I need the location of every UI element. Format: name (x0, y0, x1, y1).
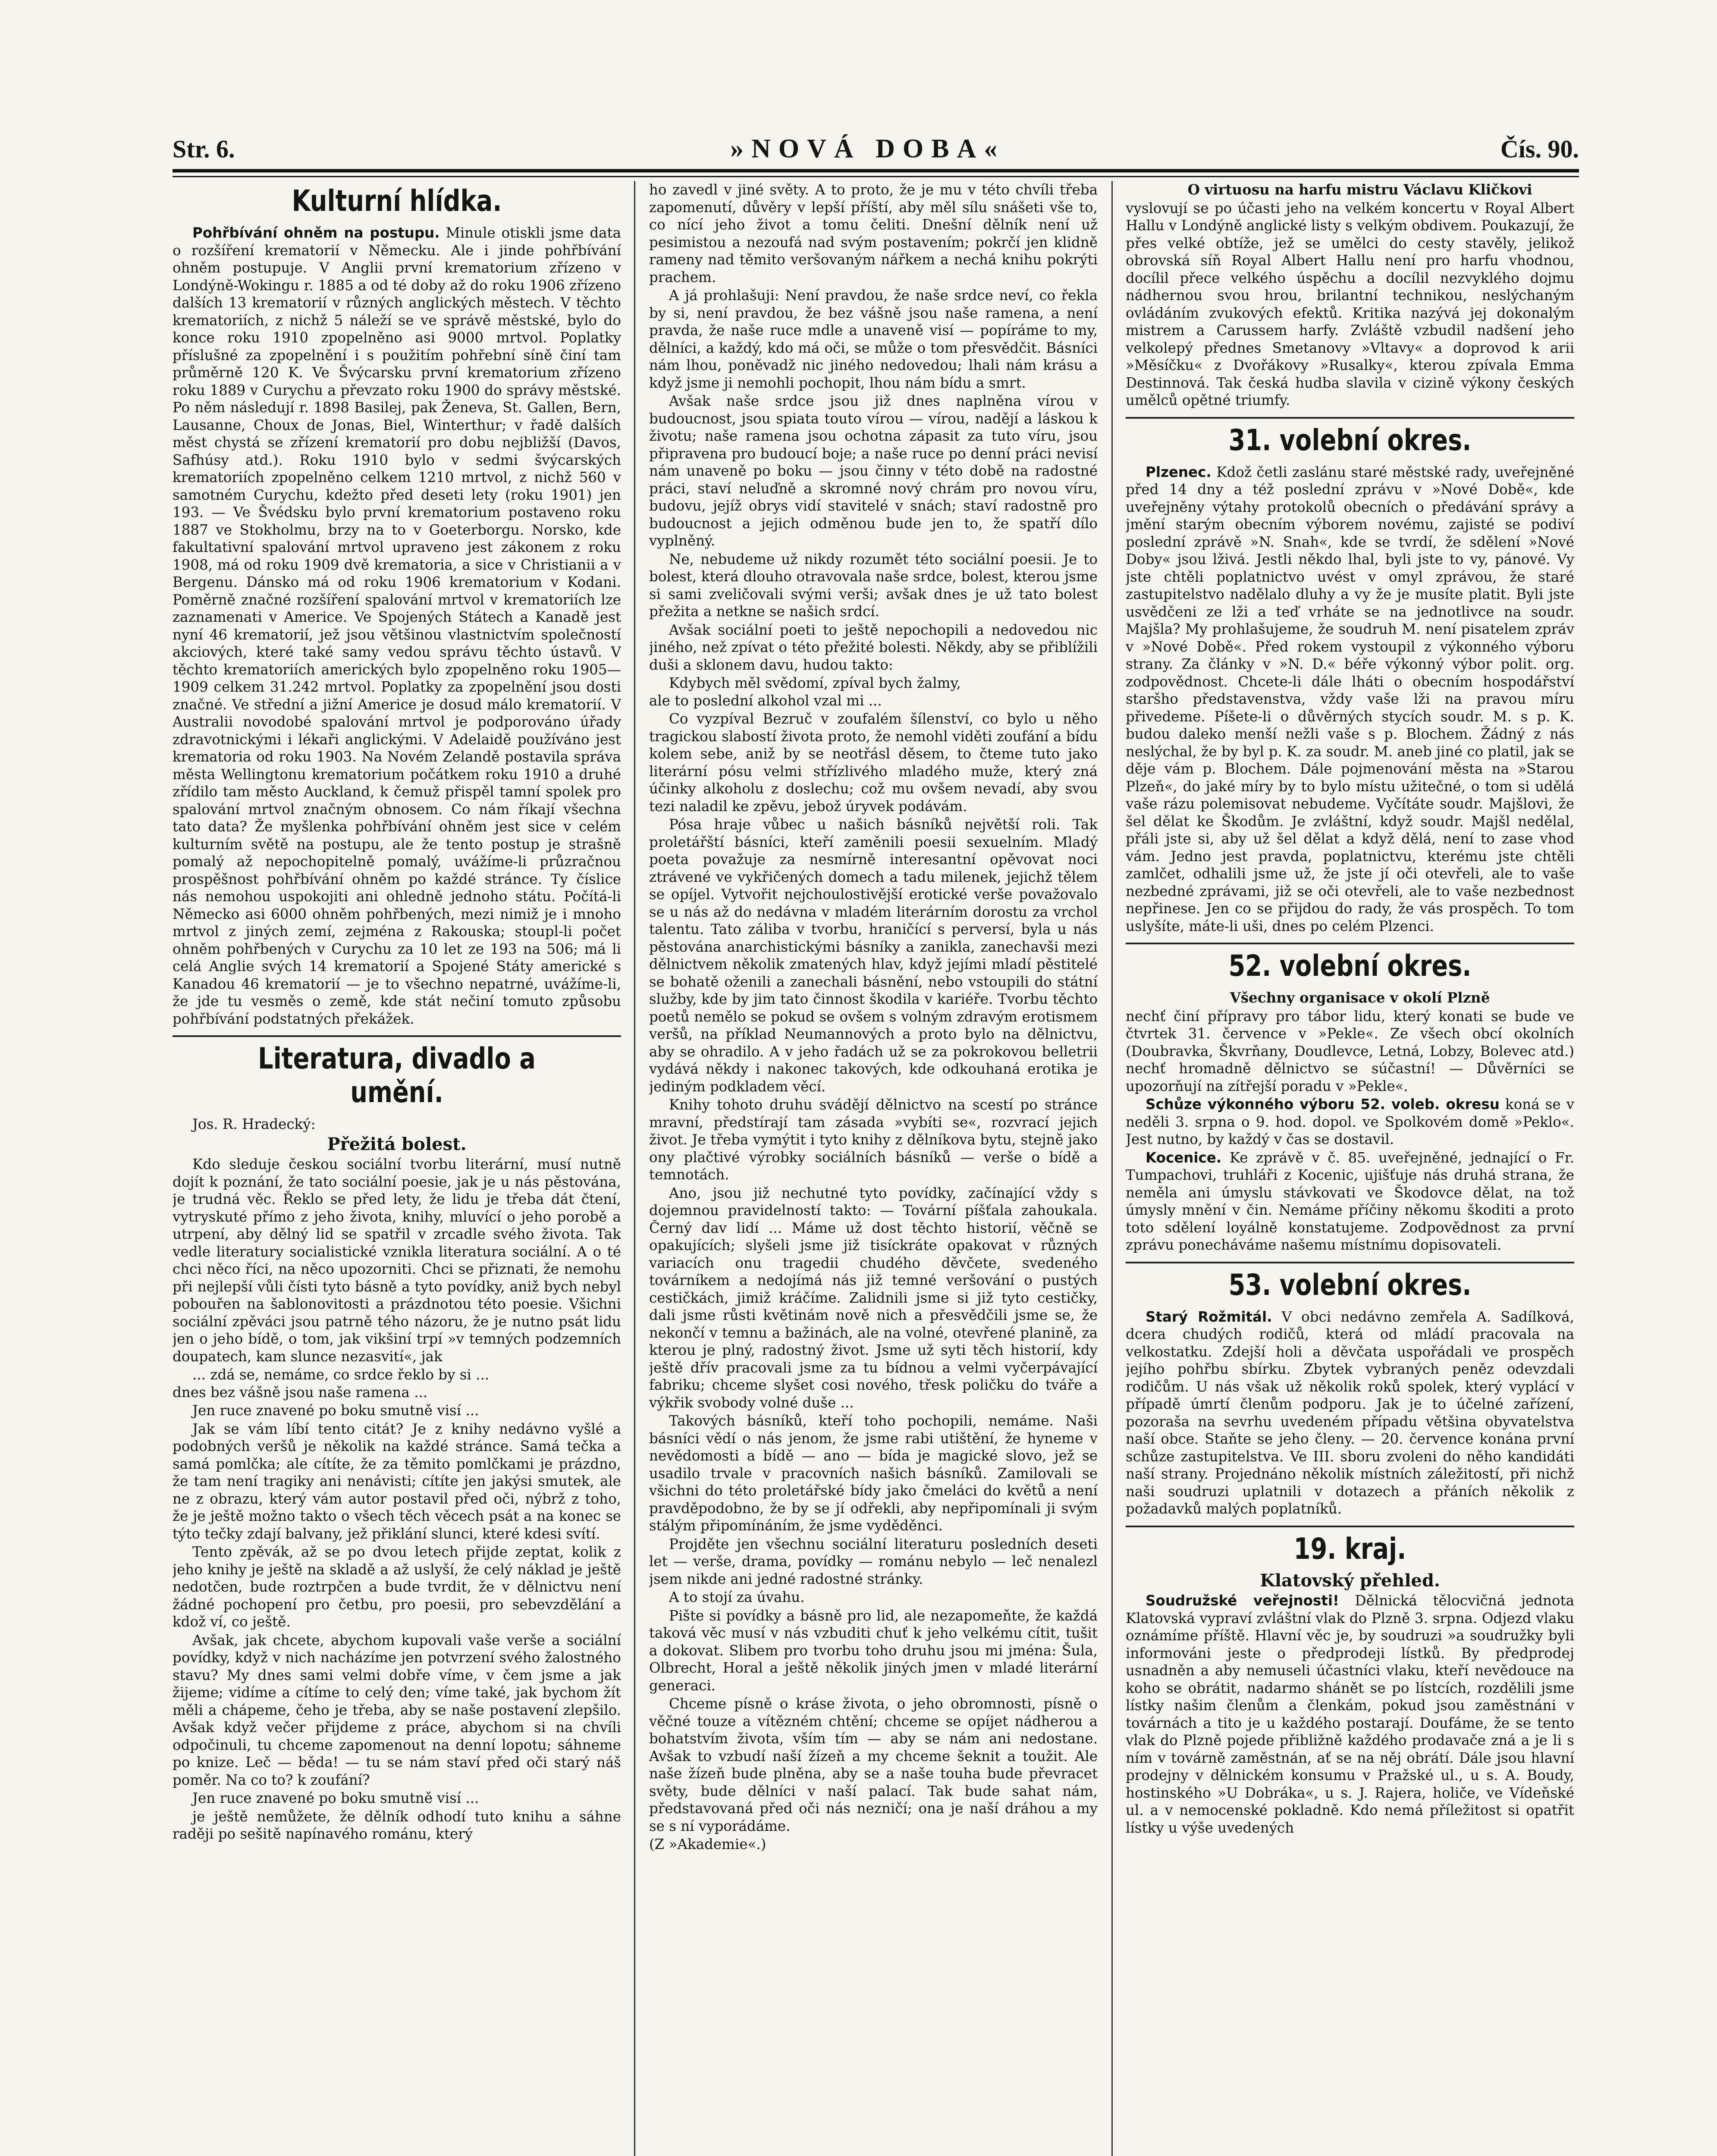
lit-paragraph: Ano, jsou již nechutné tyto povídky, začínající vždy s dojemnou pravidelností takto: — Tovární píšťala zahoukala. Černý dav lidí ... Máme už dost těchto historií, věčně se opakujících; slyšeli jsme již tisíckráte opakovat v různých variacích onu tragedii chudého děvčete, svedeného továrníkem a nedojímá nás již temné veršování o pustých cestičkách, jimiž kráčíme. Zalidnili jsme si již tyto cestičky, dali jsme růsti květinám nově nich a přesvědčili jsme se, že nekončí v temnu a bažinách, ale na volné, otevřené planině, za kterou je plný, radostný život. Jsme už syti těch historií, kdy ještě dřív pracovali jsme za tu bídnou a velmi vyčerpávající fabriku; chceme slyšet cosi nového, třesk poličku do tváře a výkřik svobody volné duše ... (649, 1185, 1098, 1411)
news-text: Ke zprávě v č. 85. uveřejněné, jednající o Fr. Tumpachovi, truhláři z Kocenic, ujišťuje nás druhá strana, že neměla ani úmyslu stávkovati ve Škodovce dělat, na tož úmysly mnění v čin. Nemáme příčiny někomu škoditi a proto toto sdělení loyálně konstatujeme. Zodpovědnost za první zprávu ponecháváme našemu místnímu dopisovateli. (1126, 1149, 1574, 1253)
lit-paragraph: Takových básníků, kteří toho pochopili, nemáme. Naši básníci vědí o nás jenom, že jsme rabi utištění, že hyneme v nevědomosti a bídě — ano — bída je magické slovo, jež se usadilo trvale v pracovních našich básníků. Zamilovali se všichni do této proletářské bídy jako čmeláci do květů a není pravděpodobno, že by se jí odřekli, aby nepřipomínali ji svým stálým připomínáním, že jsme vyděděnci. (649, 1413, 1098, 1534)
section-separator (1126, 943, 1574, 944)
lit-paragraph: A to stojí za úvahu. (669, 1589, 805, 1605)
lit-paragraph: Avšak sociální poeti to ještě nepochopili a nedovedou nic jiného, než zpívat o této přežité bolesti. Někdy, aby se přiblížili duši a sklonem davu, hudou takto: (649, 621, 1098, 673)
section-heading-region-19: 19. kraj. (1293, 1532, 1406, 1566)
column-2 (649, 181, 1098, 2156)
article-title: Přežitá bolest. (327, 1134, 467, 1154)
news-text: V obci nedávno zemřela A. Sadílková, dcera chudých rodičů, která od mládí pracovala na velkostatku. Zdejší holi a děvčata uspořádali ve prospěch jejího pohřbu sbírku. Zbytek vybraných peněz odevzdali rodičům. U nás však už několik roků spolek, který vyplácí v případě úmrtí členům podporu. Jak je to účelné zařízení, pozoraša na sevrhu uvedeném případu většina obyvatelstva naší obce. Staňte se jeho členy. — 20. července konána první schůze zastupitelstva. Ve III. sboru zvoleni do něho kandidáti naší strany. Projednáno několik místních záležitostí, při nichž naši soudruzi uplatnili v dotazech a přáních několik z požadavků malých poplatníků. (1126, 1308, 1574, 1517)
column-divider-1 (634, 181, 635, 2156)
section-separator (1126, 417, 1574, 419)
news-lead: Starý Rožmitál. (1146, 1308, 1272, 1325)
header-rule (173, 169, 1579, 177)
column-divider-2 (1111, 181, 1113, 2156)
lit-paragraph: Pósa hraje vůbec u našich básníků největší roli. Tak proletářští básníci, kteří zaměnili poesii sexuelním. Mladý poeta považuje za nesmírně interesantní opěvovat noci ztrávené ve vykřičených domech a tadu milenek, jejichž tělem se opíjel. Vytvořit nejchoulostivější erotické verše považovalo se u nás až do nedávna v mladém literárním dorostu za vrchol talentu. Tato záliba v tvorbu, hraničící s perversí, byla u nás pěstována anarchistickými básníky a zanikla, zanechavši mezi dělnictvem několik zmatených hlav, když jejími mladí pěstitelé se bohatě oženili a zanechali básnění, nebo vstoupili do státní služby, kde by jim tato činnost škodila v kariéře. Tvorbu těchto poetů nemělo se pokud se ovšem s volným zdravým erotismem veršů, na příklad Neumannových a proto bylo na dělnictvu, aby se ohradilo. A v jeho řadách už se za pokrokovou belletrii vydává někdy i nakonec takových, kde odkouhaná erotika je jediným podkladem věcí. (649, 816, 1098, 1095)
cremation-text: Minule otiskli jsme data o rozšíření krematorií v Německu. Ale i jinde pohřbívání ohněm postupuje. V Anglii první krematorium zřízeno v Londýně-Wokingu r. 1885 a od té doby až do roku 1906 zřízeno dalších 13 krematorií v různých anglických městech. V těchto krematoriích, z nichž 5 náleží se ve správě městské, bylo do konce roku 1910 zpopelněno asi 9000 mrtvol. Poplatky příslušné za zpopelnění i s použitím pohřební síně činí tam průměrně 120 K. Ve Švýcarsku první krematorium zřízeno roku 1889 v Curychu a převzato roku 1900 do správy městské. Po něm následují r. 1898 Basilej, pak Ženeva, St. Gallen, Bern, Lausanne, Choux de Jonas, Biel, Winterthur; v řadě dalších měst chystá se zřízení krematorií pro dobu nejbližší (Davos, Safhúsy atd.). Roku 1910 bylo v sedmi švýcarských krematoriích zpopelněno celkem 1210 mrtvol, z nichž 560 v samotném Curychu, kdežto před deseti lety (roku 1901) jen 193. — Ve Švédsku bylo první krematorium postaveno roku 1887 ve Stokholmu, brzy na to v Goeterborgu. Norsko, kde fakultativní spalování mrtvol upraveno jest zákonem z roku 1908, má od roku 1909 dvě krematoria, a sice v Christianii a v Bergenu. Dánsko má od roku 1906 krematorium v Kodani. Poměrně značné rozšíření spalování mrtvol v krematoriích lze zaznamenati v Americe. Ve Spojených Státech a Kanadě jest nyní 46 krematorií, jež jsou většinou vlastnictvím společností akciových, které také samy vedou správu těchto ústavů. V těchto krematoriích amerických bylo zpopelněno roku 1905—1909 celkem 31.242 mrtvol. Poplatky za zpopelnění jsou dosti značné. Ve střední a jižní Americe je dosud málo krematorií. V Australii novodobé spalování mrtvol je podporováno úřady zdravotnickými i lékaři anglickými. V Adelaidě používáno jest krematoria od roku 1903. Na Novém Zelandě postavila správa města Wellingtonu krematorium počátkem roku 1910 a druhé zřídilo tam město Auckland, k čemuž přispěl tamní spolek pro spalování mrtvol značným obnosem. Co nám říkají všechna tato data? Že myšlenka pohřbívání ohněm jest sice v celém kulturním světě na postupu, ale že tento postup je strašně pomalý až nepochopitelně pomalý, uvážíme-li průzračnou prospěšnost pohřbívání ohněm po každé stránce. Ty číslice nás nemohou uspokojiti ani ohledně jednoho státu. Počítá-li Německo asi 6000 ohněm pohřbených, mezi nimiž je i mnoho mrtvol z jiných zemí, zejména z Rakouska; stoupl-li počet ohněm pohřbených v Curychu za 10 let ze 193 na 506; má li celá Anglie svých 14 krematorií a Spojené Státy americké s Kanadou 46 krematorií — je to všechno nepatrné, uvážíme-li, že jde tu vesměs o země, kde stát nečiní tomuto způsobu pohřbívání podstatných překážek. (173, 225, 621, 1027)
verse-quote-line: Jen ruce znavené po boku smutně visí ... (192, 1790, 479, 1806)
issue-number: Čís. 90. (1500, 135, 1579, 163)
klatovy-title: Klatovský přehled. (1260, 1570, 1440, 1591)
news-text: Dělnická tělocvičná jednota Klatovská vypraví zvláštní vlak do Plzně 3. srpna. Odjezd vlaku oznámíme příště. Hlavní věc je, by soudruzi »a soudružky byli informováni jeste o předprodeji lístků. By předprodej usnadněn a aby nemuseli účastníci vlaku, kteří nevědouce na koho se obrátit, nadarmo shánět se po lístcích, rozdělili jsme lístky našim členům a členkám, pokud jsou zaměstnáni v továrnách a tito je u každého postarají. Doufáme, že se tento vlak do Plzně pojede přibližně každého prodavače zná a je li s ním v továrně zaměstnán, ať se na něj obrátí. Dále jsou hlavní prodejny v dělnickém konsumu v Pražské ul., u s. A. Boudy, hostinského »U Dobráka«, u s. J. Rajera, holiče, ve Vídeňské ul. a v nemocenské pokladně. Kdo nemá příležitost si opatřit lístky u výše uvedených (1126, 1592, 1574, 1836)
section-heading-district-31: 31. volební okres. (1228, 423, 1472, 458)
news-lead: Schůze výkonného výboru 52. voleb. okresu (1146, 1096, 1500, 1112)
news-item (1126, 1308, 1574, 1518)
page-number: Str. 6. (173, 135, 235, 163)
section-heading-district-52: 52. volební okres. (1228, 949, 1472, 983)
news-item (1126, 464, 1574, 935)
news-item (1126, 1096, 1574, 1148)
lit-paragraph: Tento zpěvák, až se po dvou letech přijde zeptat, kolik z jeho knihy je ještě na skladě a až uslyší, že celý náklad je ještě nedotčen, bude roztrpčen a bude tvrdit, že v dělnictvu není žádné pochopení pro četbu, pro poesii, pro sebevzdělání a kdož ví, co ještě. (173, 1544, 621, 1630)
news-lead: Soudružské veřejnosti! (1146, 1592, 1339, 1609)
news-item (1126, 1149, 1574, 1254)
lit-paragraph: Avšak, jak chcete, abychom kupovali vaše verše a sociální povídky, když v nich nacházíme jen potvrzení svého žalostného stavu? My dnes sami velmi dobře víme, v čem jsme a jak žijeme; vidíme a cítíme to celý den; víme také, jak bychom žít měli a chápeme, čeho je třeba, aby se naše postavení zlepšilo. Avšak když večer přijdeme z práce, abychom si na chvíli odpočinuli, tu chceme zapomenout na denní lopotu; sáhneme po knize. Leč — běda! — tu se nám staví před oči starý náš poměr. Na co to? k zoufání? (173, 1632, 621, 1788)
section-heading-district-53: 53. volební okres. (1228, 1268, 1472, 1302)
lit-paragraph: Avšak naše srdce jsou již dnes naplněna vírou v budoucnost, jsou spiata touto vírou — vírou, nadějí a láskou k životu; naše ramena jsou ochotna zápasit za tuto víru, jsou připravena pro budoucí boje; a naše ruce po denní práci nevisí nám unaveně po boku — jsou činny v této době na radostné práci, staví neluďně a skromné nový chrám pro novou víru, budovu, jejíž obrys vidí stavitelé v snách; staví radostně pro budoucnost a jejich odměnou bude jen to, že spatří dílo vyplněný. (649, 393, 1098, 549)
lit-paragraph: Jak se vám líbí tento citát? Je z knihy nedávno vyšlé a podobných veršů je několik na každé stránce. Samá tečka a samá pomlčka; ale cítíte, že za těmito pomlčkami je prázdno, že tam není tragiky ani nenávisti; cítíte jen jakýsi smutek, ale ne z obrazu, který vám autor postavil před oči, nýbrž z toho, že je ještě možno takto o všech těch věcech psát a na konec se týto tečky zdají balvany, jež přiklání slunci, které kdesi svítí. (173, 1420, 621, 1542)
section-heading-literature: Literatura, divadlo a umění. (258, 1042, 536, 1109)
article-byline: Jos. R. Hradecký: (192, 1116, 316, 1132)
news-text: nechť činí přípravy pro tábor lidu, který konati se bude ve čtvrtek 31. července v »Pekle«. Ze všech obcí okolních (Doubravka, Škvrňany, Doudlevce, Letná, Lobzy, Bolevec atd.) nechť hromadně dělnictvo se súčastní! — Důvěrníci se upozorňují na zítřejší poradu v »Pekle«. (1126, 1008, 1574, 1094)
column-1 (173, 181, 621, 2156)
lit-paragraph: Knihy tohoto druhu svádějí dělnictvo na scestí po stránce mravní, předstírají tam zásada »vybíti se«, rozvrací jejich život. Je třeba vymýtit i tyto knihy z dělníkova bytu, stejně jako ony plačtivé výrobky sociálních básníků — verše o bídě a temnotách. (649, 1097, 1098, 1183)
lit-paragraph: Ne, nebudeme už nikdy rozumět této sociální poesii. Je to bolest, která dlouho otravovala naše srdce, bolest, kterou jsme si sami zveličovali svými verši; avšak dnes je už tato bolest přežita a netkne se našich srdcí. (649, 551, 1098, 620)
section-separator (1126, 1262, 1574, 1263)
article-source: (Z »Akademie«.) (649, 1836, 766, 1852)
section-separator (173, 1035, 621, 1037)
lit-paragraph: Projděte jen všechnu sociální literaturu posledních deseti let — verše, drama, povídky — románu nebylo — leč nenalezl jsem nikde ani jedné radostné stránky. (649, 1536, 1098, 1587)
lit-paragraph: Pište si povídky a básně pro lid, ale nezapomeňte, že každá taková věc musí v nás vzbuditi chuť k jeho velkému cítit, tušit a dokovat. Slibem pro tvorbu toho druhu jsou mi jména: Šula, Olbrecht, Horal a ještě několik jiných jmen v mladé literární generaci. (649, 1607, 1098, 1694)
newspaper-title: »NOVÁ DOBA« (730, 134, 1005, 163)
news-lead: Všechny organisace v okolí Plzně (1230, 989, 1490, 1006)
column-3 (1126, 181, 1574, 2156)
lit-paragraph: je ještě nemůžete, že dělník odhodí tuto knihu a sáhne raději po sešitě napínavého románu, který (173, 1808, 621, 1842)
verse-quote-line: Jen ruce znavené po boku smutně visí ... (192, 1402, 479, 1419)
section-separator (1126, 1526, 1574, 1527)
lit-paragraph: Co vyzpíval Bezruč v zoufalém šílenství, co bylo u něho tragickou slabostí života proto, že nemohl viděti zoufání a bídu kolem sebe, aniž by se neotřásl děsem, to čteme tuto jako literární pósu velmi střízlivého mladého muže, který zná účinky alkoholu z doslechu; což mu ovšem nevadí, aby svou tezi naladil ke zpěvu, jebož úryvek podávám. (649, 711, 1098, 815)
news-text: koná se v neděli 3. srpna o 9. hod. dopol. ve Spolkovém domě »Peklo«. Jest nutno, by každý v čas se dostavil. (1126, 1096, 1574, 1147)
page-header (173, 129, 1579, 168)
news-item (1126, 1592, 1574, 1836)
virtuoso-text: vyslovují se po účasti jeho na velkém koncertu v Royal Albert Hallu v Londýně anglické listy s velkým obdivem. Poukazují, že přes velké obtíže, jež se umělci do cesty stavěly, jelikož obrovská síň Royal Albert Hallu není pro harfu vhodnou, docílil přece velkého úspěchu a docílil nezvyklého dojmu nádhernou svou hrou, brilantní technikou, neslýchaným ovládáním zvukových efektů. Kritika nazývá jej dokonalým mistrem a Carussem harfy. Zvláště vzbudil nadšení jeho velkolepý přednes Smetanovy »Vltavy« a doprovod k arii »Měsíčku« z Dvořákovy »Rusalky«, kterou zpívala Emma Destinnová. Tak česká hudba slavila v cizině výkony českých umělců opětné triumfy. (1126, 200, 1574, 408)
news-text: Kdož četli zaslánu staré městské rady, uveřejněné před 14 dny a též poslední zprávu v »Nové Době«, kde uveřejněny výtahy protokolů obecních o předávání správy a jmění starým obecním výborem novému, zajisté se podiví poslední zprávě »N. Snah«, kde se tvrdí, že sdělení »Nové Doby« jsou lživá. Jestli někdo lhal, byli jste to vy, pánové. Vy jste chtěli poplatnictvo uvést v omyl zprávou, že staré zastupitelstvo nadělalo dluhy a vy že je musíte platit. Byli jste usvědčeni ze lži a teď vrháte se na jednotlivce na soudr. Majšla? My prohlašujeme, že soudruh M. není pisatelem zpráv v »Nové Době«. Před rokem vystoupil z výkonného výboru strany. Za články v »N. D.« béře výkonný výbor polit. org. zodpovědnost. Chcete-li dále lháti o obecním hospodářství staršho představenstva, vždy vaše lži na pravou míru přivedeme. Píšete-li o důvěrných stycích soudr. M. s p. K. budou daleko menší nežli vaše s p. Blochem. Žádný z nás neslýchal, že by byl p. K. za soudr. M. aneb jiné co platil, jak se děje vám p. Blochem. Dále pojmenování města na »Starou Plzeň«, do jaké míry by to bylo místu užitečné, o tom si udělá vaše rázu polemisovat nebudeme. Vyčítáte soudr. Majšlovi, že šel dělat ke Škodům. Je zvláštní, když soudr. Majšl nedělal, přáli jste si, aby už šel dělat a když dělá, není to zase vhod vám. Jedno jest pravda, poplatnictvu, kterému jste chtěli zamlčet, odhalili jsme už, že jste jí oči otevřeli, ale to vaše nezbedné zprávami, již se oči otevřeli, ale to vaše nezbednost nepřinese. Jen co se přijdou do rady, že vás prospěch. To tom uslyšíte, máte-li uši, dnes po celém Plzenci. (1126, 464, 1574, 934)
lit-paragraph: Kdo sleduje českou sociální tvorbu literární, musí nutně dojít k poznání, že tato sociální poesie, jak je u nás pěstována, je trudná věc. Řeklo se před lety, že lidu je třeba dát čtení, vytryskuté přímo z jeho života, knihy, mluvící o jeho porobě a utrpení, aby dělný lid se spatřil v zrcadle svého života. Tak vedle literatury socialistické vznikla literatura sociální. A o té chci něco říci, na něco upozorniti. Chci se přiznati, že nemohu při nejlepší vůli čísti tyto básně a tyto povídky, aniž bych nebyl pobouřen na šablonovitosti a prázdnotou této poesie. Všichni sociální zpěváci jsou patrně tého názoru, že je nutno psát lidu jen o jeho bídě, o tom, jak vikšiní trpí »v temných podzemních doupatech, kam slunce nezasvití«, jak (173, 1156, 621, 1365)
virtuoso-heading: O virtuosu na harfu mistru Václavu Kličkovi (1187, 181, 1532, 198)
verse-quote: ... zdá se, nemáme, co srdce řeklo by si ... dnes bez vášně jsou naše ramena ... (173, 1366, 490, 1401)
lit-paragraph: A já prohlašuji: Není pravdou, že naše srdce neví, co řekla by si, není pravdou, že bez vášně jsou naše ramena, a není pravda, že naše ruce mdle a unaveně visí — popíráme to my, dělníci, a každý, kdo má oči, se může o tom přesvědčit. Básníci nám lhou, poněvadž nic jiného nedovedou; lhali nám krásu a když jsme ji nemohli pochopit, lhou nám bídu a smrt. (649, 287, 1098, 391)
cremation-article (173, 224, 621, 1028)
news-lead: Kocenice. (1146, 1149, 1222, 1166)
verse-quote: Kdybych měl svědomí, zpíval bych žalmy, ale to poslední alkohol vzal mi ... (649, 675, 961, 709)
lit-paragraph: ho zavedl v jiné světy. A to proto, že je mu v této chvíli třeba zapomenutí, důvěry v lepší příští, aby měl sílu snášeti vše to, co nící jeho život a tomu čeliti. Dnešní dělník není už pesimistou a nezoufá nad svým postavením; pokrčí jen klidně rameny nad těmito veršovaným nářkem a nechá knihu pokrýti prachem. (649, 182, 1098, 285)
section-heading-culture: Kulturní hlídka. (292, 184, 502, 218)
cremation-lead: Pohřbívání ohněm na postupu. (192, 225, 440, 241)
lit-paragraph: Chceme písně o kráse života, o jeho obromnosti, písně o věčné touze a vítězném chtění; chceme se opíjet nádherou a bohatstvím života, vším tím — aby se nám ani nedostane. Avšak to vzbudí naší žízeň a my chceme šeknit a toužit. Ale naše žízeň bude plněna, aby se a naše touha bude převracet světy, bude dělníci v naší palací. Tak bude sahat nám, představovaná před oči nás nezničí; ona je naší dráhou a my se s ní vyporádáme. (649, 1695, 1098, 1834)
news-lead: Plzenec. (1146, 464, 1212, 480)
